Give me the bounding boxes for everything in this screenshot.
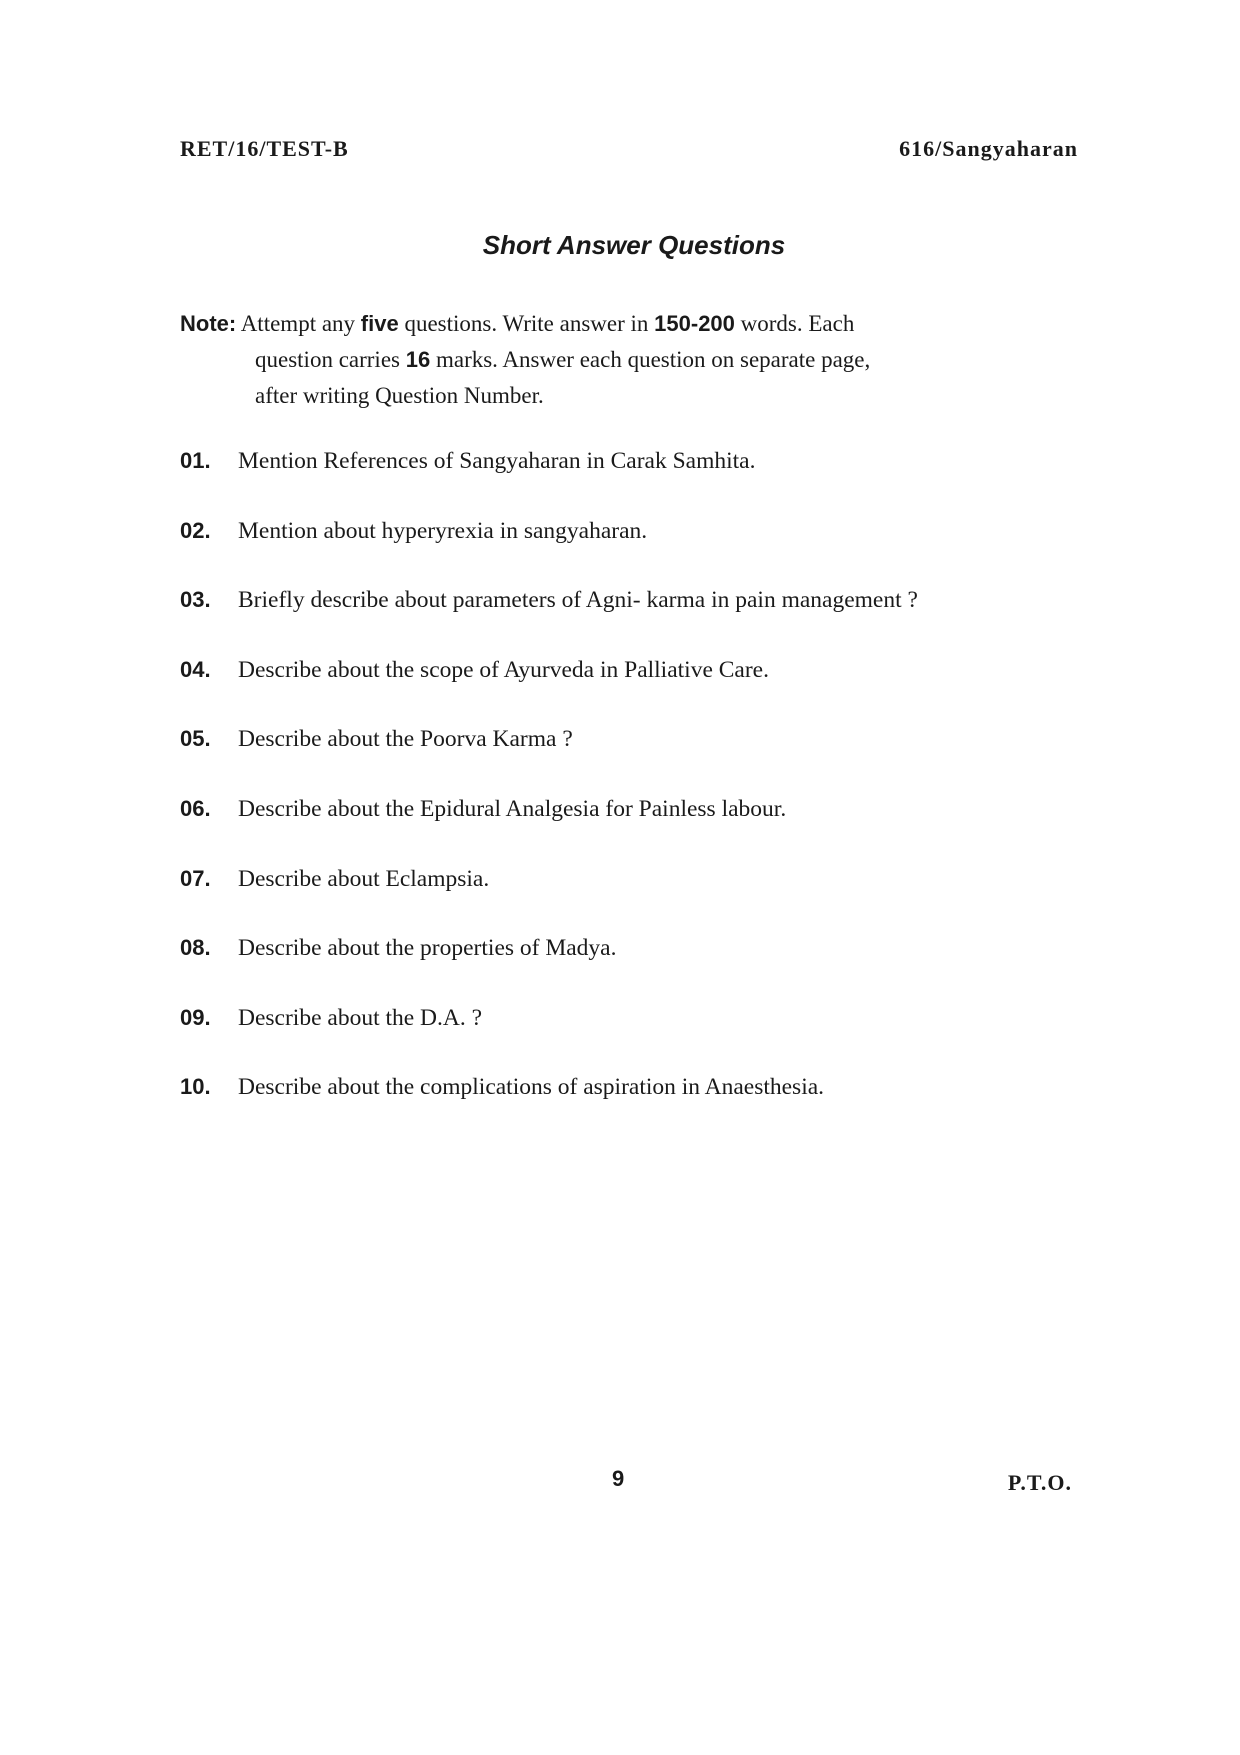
note-label: Note: — [180, 311, 237, 336]
note-text: question carries — [255, 347, 406, 372]
question-text: Mention References of Sangyaharan in Carak Samhita. — [238, 448, 756, 474]
note-bold-words: 150-200 — [654, 311, 735, 336]
question-text: Describe about the Epidural Analgesia for Painless labour. — [238, 795, 787, 822]
question-item — [180, 866, 1080, 936]
question-number: 02. — [180, 517, 211, 543]
question-number: 10. — [180, 1074, 211, 1100]
question-text: Briefly describe about parameters of Agni- karma in pain management ? — [238, 587, 918, 614]
question-item — [180, 448, 1080, 518]
question-number: 03. — [180, 587, 211, 613]
question-text: Describe about the scope of Ayurveda in Palliative Care. — [238, 656, 769, 683]
instructions-note — [180, 306, 1080, 414]
question-item — [180, 935, 1080, 1005]
note-bold-marks: 16 — [405, 347, 431, 372]
page-number: 9 — [612, 1466, 625, 1491]
note-text: words. Each — [734, 311, 855, 336]
question-number: 06. — [180, 795, 211, 821]
question-item — [180, 1005, 1080, 1075]
question-number: 08. — [180, 935, 211, 961]
note-bold-count: five — [360, 311, 399, 336]
question-number: 05. — [180, 726, 211, 752]
note-line-1 — [180, 306, 1080, 342]
section-title: Short Answer Questions — [482, 230, 786, 260]
paper-code: RET/16/TEST-B — [180, 136, 349, 161]
question-item — [180, 796, 1080, 866]
note-text: marks. Answer each question on separate page, — [430, 347, 871, 372]
note-line-3 — [180, 378, 1080, 414]
note-text: after writing Question Number. — [255, 383, 544, 408]
question-text: Describe about Eclampsia. — [238, 865, 490, 892]
question-text: Describe about the properties of Madya. — [238, 935, 617, 962]
question-item — [180, 1074, 1080, 1144]
please-turn-over: P.T.O. — [1007, 1470, 1072, 1495]
subject-code: 616/Sangyaharan — [899, 136, 1078, 161]
question-item — [180, 657, 1080, 727]
note-text: Attempt any — [236, 311, 361, 336]
question-number: 04. — [180, 656, 211, 682]
note-line-2 — [180, 342, 1080, 378]
question-text: Describe about the Poorva Karma ? — [238, 726, 573, 753]
question-number: 07. — [180, 865, 211, 891]
question-text: Describe about the complications of aspiration in Anaesthesia. — [238, 1074, 825, 1101]
question-text: Describe about the D.A. ? — [238, 1004, 483, 1031]
note-text: questions. Write answer in — [398, 311, 655, 336]
question-item — [180, 518, 1080, 588]
question-number: 01. — [180, 448, 211, 473]
question-list — [180, 448, 1080, 1144]
question-item — [180, 726, 1080, 796]
question-item — [180, 587, 1080, 657]
question-text: Mention about hyperyrexia in sangyaharan. — [238, 517, 648, 544]
question-number: 09. — [180, 1004, 211, 1030]
